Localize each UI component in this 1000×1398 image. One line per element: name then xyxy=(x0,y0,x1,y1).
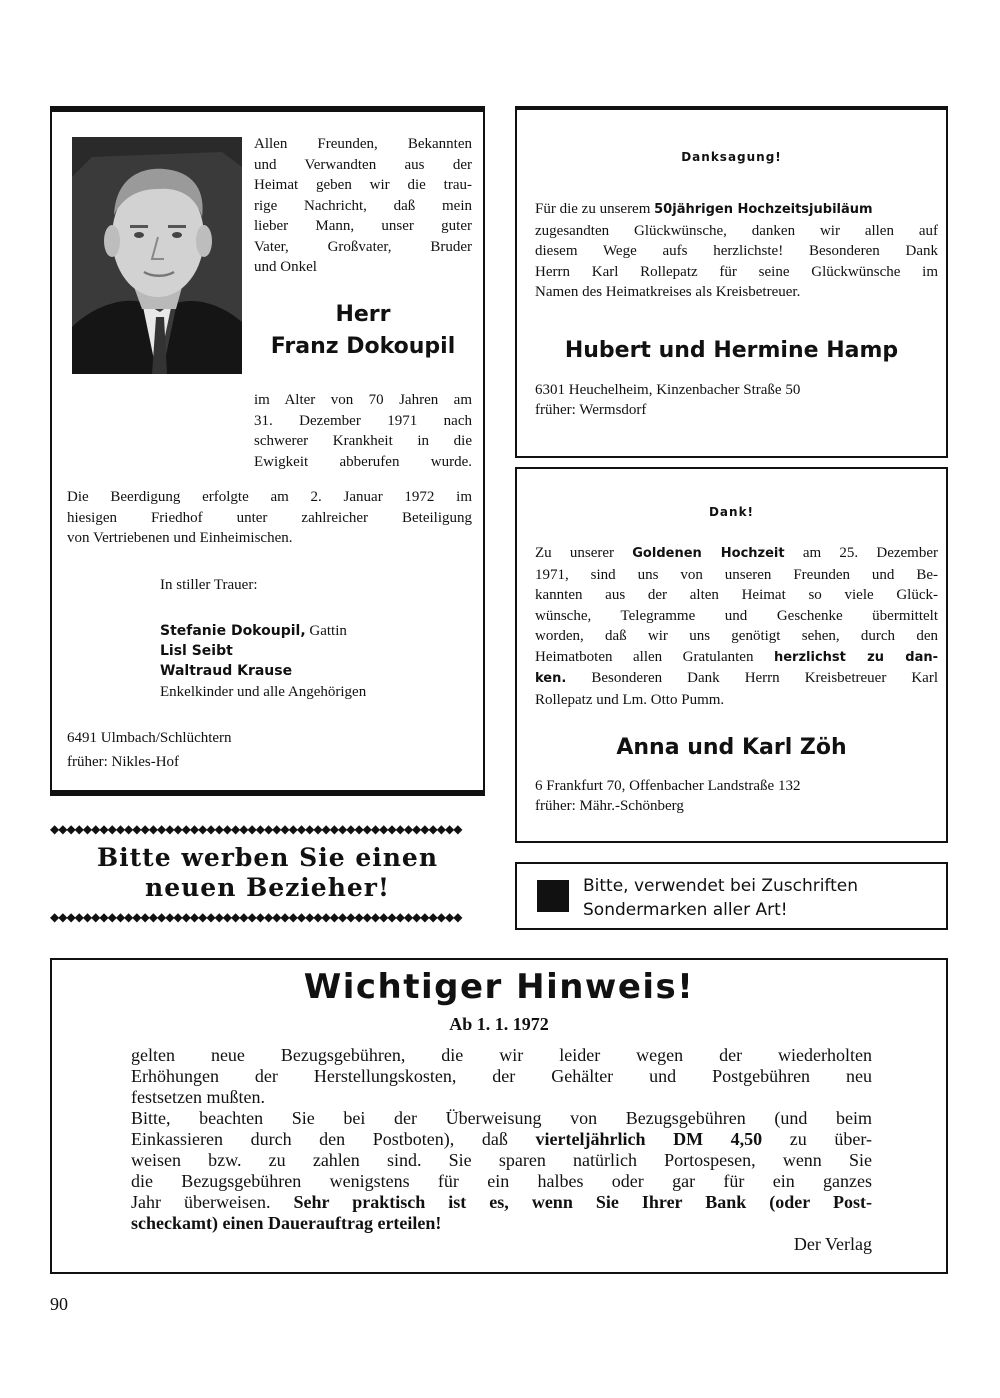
notice-signature: Der Verlag xyxy=(793,1234,872,1254)
notice-line: Erhöhungen der Herstellungskosten, der Gehälter und Postgebühren neu xyxy=(131,1066,872,1086)
intro-line: rige Nachricht, daß mein xyxy=(254,197,472,214)
diamond-rule-top: ◆◆◆◆◆◆◆◆◆◆◆◆◆◆◆◆◆◆◆◆◆◆◆◆◆◆◆◆◆◆◆◆◆◆◆◆◆◆◆◆◆◆◆◆◆◆◆◆◆◆ xyxy=(50,822,462,836)
thanks1-text xyxy=(535,199,938,303)
funeral-text xyxy=(67,487,472,549)
text-line: 1971, sind uns von unseren Freunden und Be- xyxy=(535,566,938,583)
portrait-illustration xyxy=(72,137,242,374)
text-span-bold: vierteljährlich DM 4,50 xyxy=(535,1129,763,1149)
funeral-line: von Vertriebenen und Einheimischen. xyxy=(67,530,293,546)
text-line: wünsche, Telegramme und Geschenke übermittelt xyxy=(535,607,938,624)
stamps-note-text xyxy=(583,874,858,922)
text-line: Rollepatz und Lm. Otto Pumm. xyxy=(535,691,725,708)
obituary-address: 6491 Ulmbach/Schlüchtern xyxy=(67,730,232,746)
thanks1-former: früher: Wermsdorf xyxy=(535,402,647,418)
text-line: Herrn Karl Rollepatz für seine Glückwünsche im xyxy=(535,263,938,280)
thanks2-text xyxy=(535,543,938,710)
thanks1-title: Danksagung! xyxy=(681,150,782,164)
text-span: Heimatboten allen Gratulanten xyxy=(535,648,774,665)
obituary-former: früher: Nikles-Hof xyxy=(67,754,180,770)
black-square-icon xyxy=(537,880,569,912)
thanks2-address: 6 Frankfurt 70, Offenbacher Landstraße 132 xyxy=(535,778,801,794)
text-span-bold: Sehr praktisch ist es, wenn Sie Ihrer Bank (oder Post- xyxy=(293,1192,872,1212)
thanks1-names: Hubert und Hermine Hamp xyxy=(564,338,899,363)
promo-line-2: neuen Bezieher! xyxy=(145,873,390,902)
notice-line: die Bezugsgebühren wenigstens für ein halbes oder gar für ein ganzes xyxy=(131,1171,872,1191)
notice-subtitle: Ab 1. 1. 1972 xyxy=(449,1014,549,1034)
intro-line: lieber Mann, unser guter xyxy=(254,218,472,234)
text-line: diesem Wege aufs herzlichste! Besonderen Dank xyxy=(535,243,938,259)
death-notice xyxy=(254,390,472,472)
text-span: Besonderen Dank Herrn Kreisbetreuer Karl xyxy=(566,670,938,686)
portrait-photo xyxy=(72,137,242,374)
stamps-line-1: Bitte, verwendet bei Zuschriften xyxy=(583,876,859,896)
mourner-role: Gattin xyxy=(305,623,347,639)
notice-line: festsetzen mußten. xyxy=(131,1087,265,1107)
thanks2-title: Dank! xyxy=(708,505,755,519)
funeral-line: hiesigen Friedhof unter zahlreicher Beteiligung xyxy=(67,509,472,526)
intro-line: Vater, Großvater, Bruder xyxy=(254,238,472,255)
text-line: kannten aus der alten Heimat so viele Glück- xyxy=(535,587,938,603)
text-span-bold: Goldenen Hochzeit xyxy=(632,546,785,561)
notice-line: Bitte, beachten Sie bei der Überweisung von Bezugsgebühren (und beim xyxy=(131,1108,872,1128)
thanks2-names: Anna und Karl Zöh xyxy=(616,735,847,760)
text-span: Jahr überweisen. xyxy=(131,1192,294,1212)
mourner-name: Waltraud Krause xyxy=(160,663,293,679)
text-span: Zu unserer xyxy=(535,545,633,561)
obituary-intro xyxy=(254,134,472,278)
death-line: Ewigkeit abberufen wurde. xyxy=(254,453,472,470)
death-line: schwerer Krankheit in die xyxy=(254,433,472,449)
text-span: am 25. Dezember xyxy=(784,545,938,561)
promo-line-1: Bitte werben Sie einen xyxy=(96,843,439,872)
intro-line: Heimat geben wir die trau- xyxy=(254,177,472,193)
text-span-bold: herzlichst zu dan- xyxy=(773,649,938,665)
notice-title: Wichtiger Hinweis! xyxy=(303,967,695,1007)
mourner-others: Enkelkinder und alle Angehörigen xyxy=(160,683,367,700)
deceased-honorific: Herr xyxy=(335,302,391,327)
text-line: worden, daß wir uns genötigt sehen, durch den xyxy=(535,628,938,644)
thanks1-address: 6301 Heuchelheim, Kinzenbacher Straße 50 xyxy=(535,382,801,398)
intro-line: Allen Freunden, Bekannten xyxy=(254,136,472,152)
deceased-name: Franz Dokoupil xyxy=(270,334,456,359)
stamps-line-2: Sondermarken aller Art! xyxy=(583,900,788,920)
mourning-label: In stiller Trauer: xyxy=(160,577,258,593)
diamond-rule-bottom: ◆◆◆◆◆◆◆◆◆◆◆◆◆◆◆◆◆◆◆◆◆◆◆◆◆◆◆◆◆◆◆◆◆◆◆◆◆◆◆◆◆◆◆◆◆◆◆◆◆◆ xyxy=(50,910,462,924)
text-span: zu über- xyxy=(762,1129,873,1149)
text-span-bold: ken. xyxy=(535,671,567,686)
notice-line: weisen bzw. zu zahlen sind. Sie sparen natürlich Portospesen, wenn Sie xyxy=(131,1150,872,1170)
notice-body xyxy=(131,1045,872,1255)
death-line: 31. Dezember 1971 nach xyxy=(254,412,472,429)
top-rule xyxy=(515,108,948,110)
intro-line: und Verwandten aus der xyxy=(254,156,472,173)
funeral-line: Die Beerdigung erfolgte am 2. Januar 1972 im xyxy=(67,489,472,505)
text-span-bold: 50jährigen Hochzeitsjubiläum xyxy=(654,202,873,217)
thanks2-former: früher: Mähr.-Schönberg xyxy=(535,798,684,814)
notice-line: gelten neue Bezugsgebühren, die wir leider wegen der wiederholten xyxy=(131,1045,872,1065)
intro-line: und Onkel xyxy=(254,259,317,275)
mourner-name: Lisl Seibt xyxy=(160,642,233,659)
mourners-list xyxy=(160,620,450,702)
text-line: Namen des Heimatkreises als Kreisbetreuer. xyxy=(535,284,801,300)
text-span: Einkassieren durch den Postboten), daß xyxy=(131,1129,536,1149)
death-line: im Alter von 70 Jahren am xyxy=(254,392,472,408)
text-line: zugesandten Glückwünsche, danken wir allen auf xyxy=(535,222,938,239)
mourner-name: Stefanie Dokoupil, xyxy=(160,623,306,639)
text-span: Für die zu unserem xyxy=(535,201,655,217)
notice-line: scheckamt) einen Dauerauftrag erteilen! xyxy=(131,1213,442,1233)
page-number: 90 xyxy=(50,1294,68,1314)
